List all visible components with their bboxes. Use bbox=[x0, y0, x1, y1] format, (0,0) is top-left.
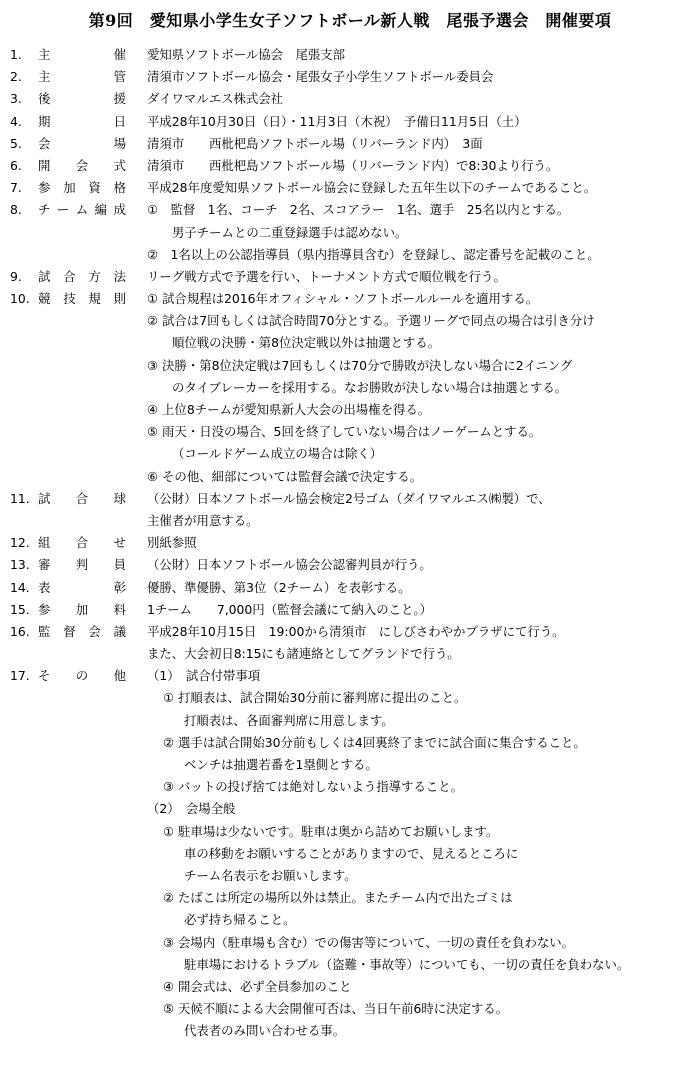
item-number: 17. bbox=[10, 668, 30, 684]
item-number: 11. bbox=[10, 490, 30, 506]
item-content: 順位戦の決勝・第8位決定戦以外は抽選とする。 bbox=[172, 335, 441, 351]
item-content: ④ 開会式は、必ず全員参加のこと bbox=[163, 978, 352, 994]
item-line bbox=[0, 88, 700, 110]
item-label-char: 開 bbox=[38, 157, 51, 173]
item-label bbox=[38, 288, 126, 310]
item-label-char: 編 bbox=[94, 202, 108, 218]
item-line bbox=[0, 643, 700, 665]
item-content: リーグ戦方式で予選を行い、トーナメント方式で順位戦を行う。 bbox=[147, 268, 506, 284]
item-3 bbox=[0, 88, 700, 110]
item-label bbox=[38, 488, 126, 510]
item-line bbox=[0, 954, 700, 976]
item-line bbox=[0, 111, 700, 133]
item-label-char: 会 bbox=[75, 157, 89, 173]
item-label-char: 会 bbox=[88, 623, 101, 639]
item-17 bbox=[0, 665, 700, 1042]
item-label-char: 合 bbox=[75, 490, 89, 506]
item-content: 打順表は、各面審判席に用意します。 bbox=[184, 712, 394, 728]
item-label bbox=[38, 66, 126, 88]
item-label-char: 議 bbox=[113, 623, 126, 639]
item-line bbox=[0, 177, 700, 199]
item-number: 2. bbox=[10, 69, 22, 85]
item-line bbox=[0, 266, 700, 288]
item-label-char: 格 bbox=[113, 180, 126, 196]
item-line bbox=[0, 421, 700, 443]
item-line bbox=[0, 665, 700, 687]
item-12 bbox=[0, 532, 700, 554]
item-number: 16. bbox=[10, 623, 30, 639]
item-label-char: 督 bbox=[63, 623, 76, 639]
item-label-char: ム bbox=[75, 202, 89, 218]
item-label bbox=[38, 111, 126, 133]
item-15 bbox=[0, 599, 700, 621]
item-line bbox=[0, 599, 700, 621]
item-1 bbox=[0, 44, 700, 66]
item-label-char: 加 bbox=[75, 601, 89, 617]
item-line bbox=[0, 798, 700, 820]
item-label-char: ー bbox=[56, 202, 70, 218]
item-label-char: 後 bbox=[38, 91, 51, 107]
item-2 bbox=[0, 66, 700, 88]
item-line bbox=[0, 133, 700, 155]
item-label-char: 組 bbox=[38, 535, 51, 551]
item-content: 清須市ソフトボール協会・尾張女子小学生ソフトボール委員会 bbox=[147, 69, 494, 85]
item-line bbox=[0, 532, 700, 554]
item-6 bbox=[0, 155, 700, 177]
item-11 bbox=[0, 488, 700, 532]
item-content: ② 選手は試合開始30分前もしくは4回裏終了までに試合面に集合すること。 bbox=[163, 734, 586, 750]
item-line bbox=[0, 44, 700, 66]
item-line bbox=[0, 66, 700, 88]
item-label-char: 催 bbox=[113, 47, 126, 62]
item-label-char: 加 bbox=[63, 180, 76, 196]
item-number: 7. bbox=[10, 180, 22, 196]
item-line bbox=[0, 577, 700, 599]
item-line bbox=[0, 909, 700, 931]
item-line bbox=[0, 687, 700, 709]
item-13 bbox=[0, 554, 700, 576]
item-content: チーム名表示をお願いします。 bbox=[184, 867, 357, 883]
item-label-char: 判 bbox=[75, 557, 89, 573]
item-content: （公財）日本ソフトボール協会公認審判員が行う。 bbox=[147, 557, 432, 573]
item-content: ① 試合規程は2016年オフィシャル・ソフトボールルールを適用する。 bbox=[147, 291, 539, 307]
item-label-char: 成 bbox=[113, 202, 126, 218]
item-label bbox=[38, 44, 126, 66]
item-content: 必ず持ち帰ること。 bbox=[184, 912, 296, 928]
item-line bbox=[0, 776, 700, 798]
item-label-char: 合 bbox=[75, 535, 89, 551]
item-line bbox=[0, 466, 700, 488]
item-line bbox=[0, 732, 700, 754]
item-content: ダイワマルエス株式会社 bbox=[147, 91, 284, 107]
item-content: 平成28年10月30日（日）・11月3日（木祝） 予備日11月5日（土） bbox=[147, 113, 527, 129]
item-label-char: の bbox=[75, 668, 89, 684]
item-label bbox=[38, 133, 126, 155]
item-line bbox=[0, 510, 700, 532]
item-label-char: 参 bbox=[38, 601, 51, 617]
item-content: 男子チームとの二重登録選手は認めない。 bbox=[172, 224, 408, 240]
item-content: （コールドゲーム成立の場合は除く） bbox=[172, 446, 383, 462]
item-number: 3. bbox=[10, 91, 22, 107]
item-line bbox=[0, 310, 700, 332]
item-line bbox=[0, 843, 700, 865]
item-number: 13. bbox=[10, 557, 30, 573]
item-label-char: 料 bbox=[113, 601, 126, 617]
item-line bbox=[0, 1020, 700, 1042]
item-content: 1チーム 7,000円（監督会議にて納入のこと。） bbox=[147, 601, 432, 617]
item-label-char: 員 bbox=[113, 557, 126, 573]
item-label-char: 審 bbox=[38, 557, 51, 573]
item-number: 15. bbox=[10, 601, 30, 617]
item-content: （公財）日本ソフトボール協会検定2号ゴム（ダイワマルエス㈱製）で、 bbox=[147, 490, 551, 506]
item-label-char: 法 bbox=[113, 268, 126, 284]
item-label bbox=[38, 554, 126, 576]
item-content: 駐車場におけるトラブル（盗難・事故等）についても、一切の責任を負わない。 bbox=[184, 956, 630, 972]
item-line bbox=[0, 222, 700, 244]
item-16 bbox=[0, 621, 700, 665]
item-line bbox=[0, 865, 700, 887]
item-9 bbox=[0, 266, 700, 288]
item-line bbox=[0, 199, 700, 221]
item-number: 9. bbox=[10, 268, 22, 284]
item-label-char: 技 bbox=[63, 291, 76, 307]
item-label-char: 資 bbox=[88, 180, 101, 196]
item-label-char: 主 bbox=[38, 47, 51, 62]
item-8 bbox=[0, 199, 700, 266]
item-line bbox=[0, 443, 700, 465]
item-list bbox=[0, 44, 700, 1042]
item-number: 1. bbox=[10, 47, 22, 62]
item-label-char: 則 bbox=[113, 291, 126, 307]
item-label-char: 援 bbox=[113, 91, 126, 107]
item-number: 5. bbox=[10, 135, 22, 151]
item-content: 主催者が用意する。 bbox=[147, 512, 259, 528]
item-content: 清須市 西枇杷島ソフトボール場（リバーランド内）で8:30より行う。 bbox=[147, 157, 559, 173]
item-label-char: 参 bbox=[38, 180, 51, 196]
item-line bbox=[0, 288, 700, 310]
item-content: 愛知県ソフトボール協会 尾張支部 bbox=[147, 47, 346, 62]
item-10 bbox=[0, 288, 700, 488]
item-number: 10. bbox=[10, 291, 30, 307]
item-label-char: 彰 bbox=[113, 579, 126, 595]
item-line bbox=[0, 355, 700, 377]
item-content: 清須市 西枇杷島ソフトボール場（リバーランド内） 3面 bbox=[147, 135, 483, 151]
item-content: ⑤ 天候不順による大会開催可否は、当日午前6時に決定する。 bbox=[163, 1001, 509, 1017]
item-label-char: 管 bbox=[113, 69, 126, 85]
item-content: ③ 会場内（駐車場も含む）での傷害等について、一切の責任を負わない。 bbox=[163, 934, 575, 950]
item-label bbox=[38, 599, 126, 621]
item-content: ② 試合は7回もしくは試合時間70分とする。予選リーグで同点の場合は引き分け bbox=[147, 313, 595, 329]
item-content: ① 駐車場は少ないです。駐車は奥から詰めてお願いします。 bbox=[163, 823, 499, 839]
item-label-char: 表 bbox=[38, 579, 51, 595]
item-line bbox=[0, 399, 700, 421]
item-line bbox=[0, 710, 700, 732]
item-label-char: チ bbox=[38, 202, 51, 218]
item-number: 8. bbox=[10, 202, 22, 218]
item-content: 優勝、準優勝、第3位（2チーム）を表彰する。 bbox=[147, 579, 411, 595]
item-label-char: 日 bbox=[113, 113, 126, 129]
item-label bbox=[38, 199, 126, 221]
item-line bbox=[0, 244, 700, 266]
item-5 bbox=[0, 133, 700, 155]
item-label-char: 式 bbox=[113, 157, 126, 173]
item-line bbox=[0, 332, 700, 354]
item-line bbox=[0, 976, 700, 998]
item-content: 平成28年度愛知県ソフトボール協会に登録した五年生以下のチームであること。 bbox=[147, 180, 597, 196]
item-label-char: 球 bbox=[113, 490, 126, 506]
item-line bbox=[0, 754, 700, 776]
item-label-char: 他 bbox=[113, 668, 126, 684]
item-content: ② たばこは所定の場所以外は禁止。またチーム内で出たゴミは bbox=[163, 890, 513, 906]
item-label-char: 方 bbox=[88, 268, 101, 284]
item-content: （2） 会場全般 bbox=[147, 801, 236, 817]
item-line bbox=[0, 887, 700, 909]
item-content: ③ バットの投げ捨ては絶対しないよう指導すること。 bbox=[163, 779, 464, 795]
item-label-char: 競 bbox=[38, 291, 51, 307]
item-label bbox=[38, 177, 126, 199]
item-label-char: 合 bbox=[63, 268, 76, 284]
item-line bbox=[0, 621, 700, 643]
item-line bbox=[0, 488, 700, 510]
item-number: 12. bbox=[10, 535, 30, 551]
item-label-char: そ bbox=[38, 668, 51, 684]
item-content: ② 1名以上の公認指導員（県内指導員含む）を登録し、認定番号を記載のこと。 bbox=[147, 246, 600, 262]
item-content: 別紙参照 bbox=[147, 535, 197, 551]
item-content: 平成28年10月15日 19:00から清須市 にしびさわやかプラザにて行う。 bbox=[147, 623, 565, 639]
item-7 bbox=[0, 177, 700, 199]
item-number: 6. bbox=[10, 157, 22, 173]
item-4 bbox=[0, 111, 700, 133]
item-label-char: せ bbox=[113, 535, 126, 551]
item-number: 14. bbox=[10, 579, 30, 595]
item-line bbox=[0, 821, 700, 843]
item-label bbox=[38, 266, 126, 288]
item-content: ④ 上位8チームが愛知県新人大会の出場権を得る。 bbox=[147, 402, 431, 417]
item-label-char: 会 bbox=[38, 135, 51, 151]
item-label bbox=[38, 621, 126, 643]
item-line bbox=[0, 155, 700, 177]
item-content: 代表者のみ問い合わせる事。 bbox=[184, 1023, 346, 1039]
item-label bbox=[38, 577, 126, 599]
item-label-char: 期 bbox=[38, 113, 51, 129]
item-content: ③ 決勝・第8位決定戦は7回もしくは70分で勝敗が決しない場合に2イニング bbox=[147, 357, 573, 373]
item-label-char: 規 bbox=[88, 291, 101, 307]
item-line bbox=[0, 932, 700, 954]
item-label-char: 監 bbox=[38, 623, 51, 639]
item-content: ① 打順表は、試合開始30分前に審判席に提出のこと。 bbox=[163, 690, 467, 706]
item-label bbox=[38, 155, 126, 177]
item-label bbox=[38, 532, 126, 554]
item-label-char: 試 bbox=[38, 268, 51, 284]
item-content: また、大会初日8:15にも諸連絡としてグランドで行う。 bbox=[147, 646, 460, 662]
item-label-char: 場 bbox=[113, 135, 126, 151]
item-line bbox=[0, 377, 700, 399]
item-line bbox=[0, 998, 700, 1020]
item-14 bbox=[0, 577, 700, 599]
document-title: 第9回 愛知県小学生女子ソフトボール新人戦 尾張予選会 開催要項 bbox=[88, 11, 612, 30]
item-content: ベンチは抽選若番を1塁側とする。 bbox=[184, 757, 378, 772]
item-content: ⑤ 雨天・日没の場合、5回を終了していない場合はノーゲームとする。 bbox=[147, 424, 542, 440]
item-label bbox=[38, 88, 126, 110]
item-content: ⑥ その他、細部については監督会議で決定する。 bbox=[147, 468, 423, 484]
item-content: ① 監督 1名、コーチ 2名、スコアラー 1名、選手 25名以内とする。 bbox=[147, 202, 570, 218]
item-label-char: 試 bbox=[38, 490, 51, 506]
item-label-char: 主 bbox=[38, 69, 51, 85]
item-content: のタイブレーカーを採用する。なお勝敗が決しない場合は抽選とする。 bbox=[172, 379, 568, 395]
item-number: 4. bbox=[10, 113, 22, 129]
item-content: （1） 試合付帯事項 bbox=[147, 668, 261, 684]
item-label bbox=[38, 665, 126, 687]
item-content: 車の移動をお願いすることがありますので、見えるところに bbox=[184, 845, 519, 861]
item-line bbox=[0, 554, 700, 576]
